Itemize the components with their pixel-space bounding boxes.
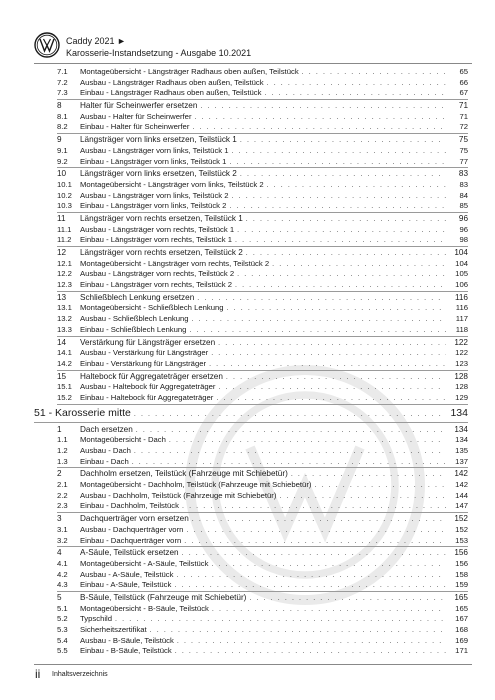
toc-entry[interactable]: [57, 325, 468, 336]
toc-number: 7.2: [57, 77, 68, 87]
toc-number: 11.1: [57, 224, 72, 234]
toc-entry[interactable]: [57, 646, 468, 657]
toc-title: Einbau - Dach: [80, 456, 129, 466]
toc-page-number: 142: [455, 480, 468, 490]
toc-page-number: 67: [459, 88, 468, 98]
toc-number: 13: [57, 292, 67, 302]
toc-title: Einbau - Haltebock für Aggregateträger: [80, 392, 214, 402]
toc-leader-dots: [229, 202, 446, 213]
toc-number: 2.1: [57, 480, 68, 490]
toc-number: 15.1: [57, 382, 72, 392]
toc-title: Ausbau - Dach: [80, 446, 131, 455]
toc-page-number: 153: [455, 535, 468, 545]
toc-number: 8: [57, 101, 62, 111]
toc-title: A-Säule, Teilstück ersetzen: [80, 548, 179, 558]
toc-number: 7.3: [57, 88, 68, 98]
toc-title: Haltebock für Aggregateträger ersetzen: [80, 371, 223, 381]
toc-leader-dots: [232, 147, 446, 158]
toc-number: 5.3: [57, 625, 68, 634]
toc-page-number: 167: [455, 614, 468, 624]
toc-section: [57, 371, 468, 405]
toc-entry[interactable]: [57, 157, 468, 168]
toc-title: B-Säule, Teilstück (Fahrzeuge mit Schiebetür): [80, 592, 247, 602]
toc-leader-dots: [136, 426, 446, 437]
toc-section-heading[interactable]: [57, 101, 468, 112]
toc-title: Ausbau - Haltebock für Aggregateträger: [80, 382, 216, 392]
toc-leader-dots: [195, 113, 446, 124]
toc-title: Einbau - Längsträger vorn links, Teilstück 1: [80, 156, 227, 166]
toc-entry[interactable]: [57, 435, 468, 446]
toc-title: Einbau - Schließblech Lenkung: [80, 324, 187, 334]
toc-leader-dots: [192, 515, 446, 526]
toc-number: 15: [57, 371, 67, 381]
toc-page-number: 83: [458, 169, 468, 179]
toc-leader-dots: [235, 236, 446, 247]
toc-section: [57, 292, 468, 337]
toc-chapter[interactable]: [34, 405, 468, 423]
toc-number: 12.3: [57, 280, 72, 290]
toc-entry[interactable]: [57, 525, 468, 536]
toc-leader-dots: [186, 526, 446, 537]
toc-title: Montageübersicht - Schließblech Lenkung: [80, 303, 224, 313]
toc-page-number: 106: [455, 280, 468, 290]
toc-title: Längsträger vorn links ersetzen, Teilstück 1: [80, 135, 237, 145]
toc-page-number: 147: [455, 501, 468, 511]
toc-entry[interactable]: [57, 303, 468, 314]
toc-page-number: 152: [455, 524, 468, 534]
toc-page-number: 134: [455, 435, 468, 445]
toc-title: Ausbau - Schließblech Lenkung: [80, 314, 189, 324]
toc-title: Ausbau - A-Säule, Teilstück: [80, 569, 174, 579]
toc-entry[interactable]: [57, 570, 468, 581]
toc-number: 5.2: [57, 614, 68, 624]
toc-entry[interactable]: [57, 625, 468, 636]
toc-title: Montageübersicht - A-Säule, Teilstück: [80, 558, 209, 568]
toc-number: 10.1: [57, 179, 72, 189]
toc-entry[interactable]: [57, 235, 468, 246]
toc-page-number: 142: [454, 469, 468, 479]
toc-entry[interactable]: [57, 382, 468, 393]
toc-number: 2: [57, 469, 62, 479]
toc-leader-dots: [182, 549, 446, 560]
toc-chapter-row[interactable]: [34, 405, 468, 422]
toc-number: 13.1: [57, 303, 72, 313]
toc-leader-dots: [212, 605, 446, 616]
toc-leader-dots: [246, 249, 446, 260]
toc-page-number: 96: [459, 224, 468, 234]
toc-page-number: 156: [454, 548, 468, 558]
toc-section: [57, 247, 468, 292]
toc-title: Dachquerträger vorn ersetzen: [80, 514, 189, 524]
toc-leader-dots: [134, 447, 446, 458]
toc-page-number: 122: [454, 337, 468, 347]
toc-number: 11.2: [57, 235, 72, 245]
toc-section-heading[interactable]: [57, 425, 468, 436]
toc-title: Sicherheitszertifikat: [80, 625, 147, 634]
toc-page-number: 77: [459, 156, 468, 166]
toc-page-number: 65: [459, 67, 468, 76]
toc-title: Längsträger vorn links ersetzen, Teilstück 2: [80, 169, 237, 179]
toc-title: Ausbau - Dachquerträger vorn: [80, 524, 184, 534]
toc-entry[interactable]: [57, 78, 468, 89]
toc-section-heading[interactable]: [57, 372, 468, 383]
toc-section-heading[interactable]: [57, 293, 468, 304]
toc-section: [57, 592, 468, 657]
toc-leader-dots: [218, 339, 446, 350]
toc-page-number: 117: [455, 314, 468, 324]
toc-title: Einbau - Dachquerträger vorn: [80, 535, 182, 545]
toc-page-number: 83: [459, 179, 468, 189]
toc-number: 4.3: [57, 580, 68, 590]
toc-number: 9: [57, 135, 62, 145]
toc-leader-dots: [232, 192, 446, 203]
toc-title: Montageübersicht - Längsträger vorn links, Teilstück 2: [80, 179, 264, 189]
toc-number: 10.3: [57, 201, 72, 211]
toc-section: [57, 547, 468, 592]
footer-divider: [34, 664, 472, 665]
toc-title: Ausbau - Halter für Scheinwerfer: [80, 111, 192, 121]
toc-number: 8.1: [57, 111, 68, 121]
toc-page-number: 75: [458, 135, 468, 145]
toc-number: 4: [57, 548, 62, 558]
toc-title: Längsträger vorn rechts ersetzen, Teilstück 1: [80, 213, 243, 223]
toc-page-number: 72: [459, 122, 468, 132]
toc-title: Ausbau - B-Säule, Teilstück: [80, 635, 174, 645]
toc-section-heading[interactable]: [57, 214, 468, 225]
toc-page-number: 116: [454, 292, 468, 302]
toc-entry[interactable]: [57, 191, 468, 202]
toc-title: Dach ersetzen: [80, 424, 133, 434]
toc-title: Montageübersicht - Dachholm, Teilstück (Fahrzeuge mit Schiebetür): [80, 480, 312, 490]
toc-leader-dots: [279, 492, 446, 503]
toc-page-number: 85: [459, 201, 468, 211]
toc-number: 9.1: [57, 145, 68, 155]
toc-page-number: 165: [455, 603, 468, 613]
toc-title: Einbau - Dachholm, Teilstück: [80, 501, 179, 511]
toc-page-number: 169: [455, 635, 468, 645]
toc-leader-dots: [267, 181, 446, 192]
toc-number: 12.1: [57, 258, 72, 268]
toc-page-number: 71: [459, 111, 468, 121]
toc-page-number: 165: [454, 592, 468, 602]
toc-number: 3.1: [57, 524, 68, 534]
toc-leader-dots: [302, 68, 446, 79]
toc-number: 12: [57, 248, 67, 257]
toc-leader-dots: [169, 436, 446, 447]
toc-title: Halter für Scheinwerfer ersetzen: [80, 101, 198, 111]
toc-number: 12.2: [57, 269, 72, 279]
toc-number: 5.4: [57, 635, 68, 645]
toc-entry[interactable]: [57, 201, 468, 212]
toc-page-number: 98: [459, 235, 468, 245]
header-divider: [34, 63, 472, 64]
toc-page-number: 96: [458, 213, 468, 223]
toc-entry[interactable]: [57, 359, 468, 370]
toc-number: 8.2: [57, 122, 68, 132]
toc-title: Ausbau - Längsträger vorn links, Teilstück 1: [80, 145, 229, 155]
toc-leader-dots: [211, 349, 446, 360]
toc-leader-dots: [189, 326, 446, 337]
toc-title: Ausbau - Verstärkung für Längsträger: [80, 348, 209, 358]
toc-page-number: 134: [454, 424, 468, 434]
toc-leader-dots: [235, 281, 446, 292]
toc-page-number: 75: [459, 145, 468, 155]
toc-section: [57, 424, 468, 469]
toc-page-number: 66: [459, 77, 468, 87]
toc-title: Montageübersicht - B-Säule, Teilstück: [80, 603, 209, 613]
toc-entry[interactable]: [57, 636, 468, 647]
toc-title: Schließblech Lenkung ersetzen: [80, 292, 195, 302]
toc-leader-dots: [240, 170, 446, 181]
toc-section-heading[interactable]: [57, 338, 468, 349]
toc-entry[interactable]: [57, 180, 468, 191]
toc-number: 1.1: [57, 435, 68, 445]
toc-number: 15.2: [57, 392, 72, 402]
toc-page-number: 71: [458, 101, 468, 111]
toc-number: 13.3: [57, 324, 72, 334]
toc-number: 5: [57, 592, 62, 602]
doc-subtitle: Karosserie-Instandsetzung - Ausgabe 10.2021: [66, 48, 252, 58]
toc-title: Längsträger vorn rechts ersetzen, Teilstück 2: [80, 248, 243, 257]
toc-section-heading[interactable]: [57, 469, 468, 480]
toc-number: 4.2: [57, 569, 68, 579]
toc-entry[interactable]: [57, 604, 468, 615]
toc-page-number: 137: [455, 456, 468, 466]
toc-leader-dots: [115, 615, 446, 626]
toc-leader-dots: [175, 647, 446, 658]
toc-leader-dots: [237, 226, 446, 237]
toc-title: Ausbau - Längsträger vorn links, Teilstück 2: [80, 190, 229, 200]
toc-entry[interactable]: [57, 225, 468, 236]
toc-number: 1.2: [57, 446, 68, 455]
toc-number: 10.2: [57, 190, 72, 200]
toc-section: [57, 513, 468, 547]
toc-page-number: 144: [455, 490, 468, 500]
toc-entry[interactable]: [57, 457, 468, 468]
toc-leader-dots: [184, 537, 446, 548]
toc-number: 7.1: [57, 67, 68, 76]
toc-number: 4.1: [57, 558, 68, 568]
toc-section-heading[interactable]: [57, 593, 468, 604]
brand-logo-icon: [34, 32, 60, 58]
toc-leader-dots: [272, 260, 446, 271]
toc-number: 10: [57, 169, 67, 179]
toc-entry[interactable]: [57, 314, 468, 325]
toc-number: 3: [57, 514, 62, 524]
footer-page-number: ii: [35, 667, 41, 681]
toc-number: 14.2: [57, 358, 72, 368]
toc-section: [57, 168, 468, 213]
toc-page-number: 159: [455, 580, 468, 590]
toc-leader-dots: [197, 294, 446, 305]
toc-number: 5.5: [57, 646, 68, 656]
toc-entry[interactable]: [57, 112, 468, 123]
toc-section: [57, 337, 468, 371]
toc-title: Ausbau - Längsträger Radhaus oben außen, Teilstück: [80, 77, 264, 87]
toc-number: 5.1: [57, 603, 68, 613]
toc-number: 11: [57, 213, 66, 223]
toc-section: [57, 100, 468, 134]
toc-title: Einbau - Längsträger vorn links, Teilstück 2: [80, 201, 227, 211]
toc-entry[interactable]: [57, 536, 468, 547]
toc-entry[interactable]: [57, 280, 468, 291]
toc-leader-dots: [264, 89, 446, 100]
toc-page-number: 84: [459, 190, 468, 200]
toc-leader-dots: [132, 458, 446, 469]
toc-leader-dots: [267, 79, 446, 90]
toc-page-number: 128: [454, 371, 468, 381]
toc-entry[interactable]: [57, 446, 468, 457]
toc-title: Verstärkung für Längsträger ersetzen: [80, 337, 216, 347]
toc-title: Einbau - Längsträger vorn rechts, Teilstück 1: [80, 235, 232, 245]
toc-entry[interactable]: [57, 614, 468, 625]
toc-page-number: 116: [455, 303, 468, 313]
toc-leader-dots: [218, 383, 446, 394]
toc-number: 2.3: [57, 501, 68, 511]
toc-title: Ausbau - Dachholm, Teilstück (Fahrzeuge mit Schiebetür): [80, 490, 277, 500]
toc-leader-dots: [249, 594, 446, 605]
toc-section: [57, 134, 468, 168]
toc-leader-dots: [226, 373, 446, 384]
toc-title: Montageübersicht - Längsträger Radhaus oben außen, Teilstück: [80, 67, 299, 76]
toc-entry[interactable]: [57, 393, 468, 404]
toc-page-number: 104: [455, 258, 468, 268]
toc-number: 2.2: [57, 490, 68, 500]
toc-leader-dots: [177, 637, 446, 648]
toc-number: 1: [57, 424, 62, 434]
toc-leader-dots: [314, 481, 446, 492]
toc-page-number: 134: [450, 406, 468, 419]
toc-title: Ausbau - Längsträger vorn rechts, Teilstück 2: [80, 269, 235, 279]
toc-page-number: 156: [455, 558, 468, 568]
toc-number: 9.2: [57, 156, 68, 166]
toc-leader-dots: [227, 304, 446, 315]
footer-label: Inhaltsverzeichnis: [52, 671, 108, 678]
toc-title: Ausbau - Längsträger vorn rechts, Teilstück 1: [80, 224, 235, 234]
toc-leader-dots: [150, 626, 446, 637]
toc-title: Dachholm ersetzen, Teilstück (Fahrzeuge mit Schiebetür): [80, 469, 288, 479]
toc-entry[interactable]: [57, 491, 468, 502]
page-header: [34, 30, 472, 62]
toc-title: Einbau - Längsträger vorn rechts, Teilstück 2: [80, 280, 232, 290]
toc-section-heading[interactable]: [57, 548, 468, 559]
toc-section-heading[interactable]: [57, 248, 468, 259]
toc-title: Einbau - A-Säule, Teilstück: [80, 580, 172, 590]
toc-section: [57, 66, 468, 100]
toc-entry[interactable]: [57, 122, 468, 133]
toc-entry[interactable]: [57, 501, 468, 512]
toc-page-number: 118: [455, 324, 468, 334]
toc-leader-dots: [211, 560, 446, 571]
toc-entry[interactable]: [57, 480, 468, 491]
toc-entry[interactable]: [57, 580, 468, 591]
toc-chapter-title: 51 - Karosserie mitte: [34, 406, 131, 419]
toc-leader-dots: [237, 270, 446, 281]
toc-entry[interactable]: [57, 259, 468, 270]
toc-leader-dots: [192, 315, 446, 326]
table-of-contents: [34, 66, 468, 657]
toc-entry[interactable]: [57, 67, 468, 78]
toc-title: Montageübersicht - Dach: [80, 435, 166, 445]
toc-page-number: 135: [455, 446, 468, 455]
toc-page-number: 152: [454, 514, 468, 524]
toc-page-number: 129: [455, 392, 468, 402]
toc-leader-dots: [209, 360, 446, 371]
toc-entry[interactable]: [57, 88, 468, 99]
toc-number: 14: [57, 337, 67, 347]
toc-leader-dots: [240, 136, 446, 147]
toc-leader-dots: [216, 394, 446, 405]
toc-leader-dots: [174, 581, 446, 592]
toc-page-number: 104: [454, 248, 468, 257]
toc-entry[interactable]: [57, 348, 468, 359]
toc-title: Einbau - Halter für Scheinwerfer: [80, 122, 190, 132]
toc-title: Einbau - Längsträger Radhaus oben außen, Teilstück: [80, 88, 262, 98]
toc-section: [57, 468, 468, 513]
toc-page-number: 171: [455, 646, 468, 656]
toc-number: 14.1: [57, 348, 72, 358]
toc-section-heading[interactable]: [57, 169, 468, 180]
toc-section-heading[interactable]: [57, 514, 468, 525]
toc-leader-dots: [134, 406, 444, 423]
toc-section-heading[interactable]: [57, 135, 468, 146]
toc-number: 1.3: [57, 456, 68, 466]
toc-leader-dots: [182, 502, 446, 513]
toc-entry[interactable]: [57, 269, 468, 280]
doc-title: Caddy 2021 ►: [66, 36, 126, 46]
toc-page-number: 123: [455, 358, 468, 368]
toc-page-number: 158: [455, 569, 468, 579]
toc-title: Einbau - Verstärkung für Längsträger: [80, 358, 207, 368]
toc-title: Typschild: [80, 614, 113, 624]
toc-page-number: 128: [455, 382, 468, 392]
toc-page-number: 122: [455, 348, 468, 358]
toc-page-number: 105: [455, 269, 468, 279]
toc-leader-dots: [200, 102, 446, 113]
toc-title: Montageübersicht - Längsträger vorn rechts, Teilstück 2: [80, 258, 270, 268]
toc-number: 3.2: [57, 535, 68, 545]
toc-section: [57, 213, 468, 247]
toc-leader-dots: [229, 158, 446, 169]
toc-title: Einbau - B-Säule, Teilstück: [80, 646, 172, 656]
toc-entry[interactable]: [57, 146, 468, 157]
toc-number: 13.2: [57, 314, 72, 324]
toc-leader-dots: [176, 571, 446, 582]
toc-entry[interactable]: [57, 559, 468, 570]
toc-leader-dots: [246, 215, 446, 226]
toc-page-number: 168: [455, 625, 468, 634]
toc-leader-dots: [192, 123, 446, 134]
